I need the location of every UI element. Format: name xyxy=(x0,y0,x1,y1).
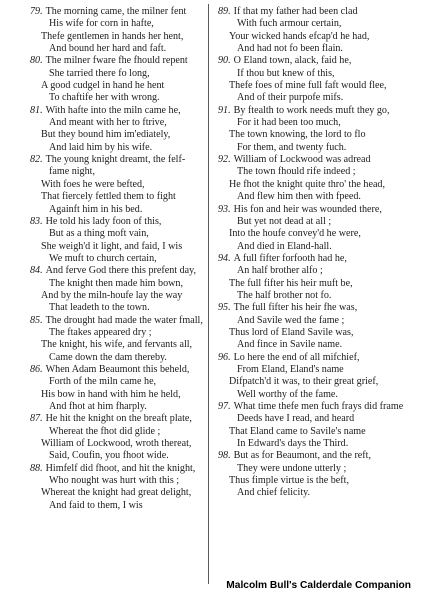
verse-text: The half brother not fo. xyxy=(237,289,332,301)
verse-line xyxy=(218,55,414,67)
verse-text: fame night, xyxy=(49,166,95,178)
source-caption: Malcolm Bull's Calderdale Companion xyxy=(226,580,411,591)
verse-text: And Savile wed the fame ; xyxy=(237,314,345,326)
verse-text: O Eland town, alack, faid he, xyxy=(233,55,352,67)
verse-text: The town knowing, the lord to flo xyxy=(229,129,366,141)
verse-line xyxy=(30,339,202,351)
verse-text: That leadeth to the town. xyxy=(49,302,150,314)
verse-line xyxy=(218,204,414,216)
verse-text: Well worthy of the fame. xyxy=(237,388,338,400)
verse-line xyxy=(30,241,202,253)
verse-text: If thou but knew of this, xyxy=(237,67,335,79)
verse-text: Thus lord of Eland Savile was, xyxy=(229,326,354,338)
verse-text: In Edward's days the Third. xyxy=(237,438,349,450)
verse-line xyxy=(218,31,414,43)
stanza-91 xyxy=(218,105,414,154)
verse-text: The drought had made the water fmall, xyxy=(45,314,203,326)
verse-line xyxy=(30,31,202,43)
verse-text: The young knight dreamt, the felf- xyxy=(45,154,186,166)
right-column xyxy=(218,6,414,500)
stanza-number: 98. xyxy=(218,450,231,462)
verse-line xyxy=(30,80,202,92)
verse-text: Said, Coufin, you fhoot wide. xyxy=(49,450,169,462)
verse-text: She weigh'd it light, and faid, I wis xyxy=(41,240,183,252)
verse-text: And fhot at him fharply. xyxy=(49,401,147,412)
verse-text: An half brother alfo ; xyxy=(237,265,323,277)
verse-text: That fiercely fettled them to fight xyxy=(41,191,176,203)
verse-line xyxy=(30,55,202,67)
verse-text: The morning came, the milner fent xyxy=(45,6,187,17)
verse-text: With fuch armour certain, xyxy=(237,18,342,30)
verse-text: And fince in Savile name. xyxy=(237,339,343,351)
verse-text: Lo here the end of all mifchief, xyxy=(233,351,360,363)
verse-text: And of their purpofe mifs. xyxy=(237,92,344,104)
verse-line xyxy=(218,265,414,277)
verse-line xyxy=(218,413,414,425)
verse-text: He fhot the knight quite thro' the head, xyxy=(229,178,385,190)
verse-line xyxy=(218,438,414,450)
verse-line xyxy=(30,117,202,129)
verse-line xyxy=(30,278,202,290)
stanza-number: 79. xyxy=(30,6,43,17)
verse-text: Whereat the fhot did glide ; xyxy=(49,425,161,437)
verse-line xyxy=(218,6,414,18)
verse-line xyxy=(30,179,202,191)
verse-text: But as for Beaumont, and the reft, xyxy=(233,450,371,462)
stanza-number: 80. xyxy=(30,55,43,67)
verse-text: Whereat the knight had great delight, xyxy=(41,487,192,499)
verse-line xyxy=(30,265,202,277)
verse-line xyxy=(218,339,414,351)
verse-line xyxy=(30,43,202,55)
stanza-97 xyxy=(218,401,414,450)
verse-line xyxy=(30,166,202,178)
verse-text: Came down the dam thereby. xyxy=(49,351,167,363)
verse-text: And died in Eland-hall. xyxy=(237,240,332,252)
verse-text: Into the houfe convey'd he were, xyxy=(229,228,361,240)
verse-line xyxy=(30,142,202,154)
verse-line xyxy=(218,401,414,413)
verse-text: Thus fimple virtue is the beft, xyxy=(229,475,349,487)
verse-line xyxy=(218,18,414,30)
verse-text: The full fifter his heir muft be, xyxy=(229,277,353,289)
verse-line xyxy=(30,487,202,499)
verse-text: Forth of the miln came he, xyxy=(49,376,157,388)
verse-line xyxy=(30,6,202,18)
stanza-93 xyxy=(218,204,414,253)
verse-text: William of Lockwood was adread xyxy=(233,154,371,166)
verse-text: Who nought was hurt with this ; xyxy=(49,475,180,487)
verse-text: Againft him in his bed. xyxy=(49,203,143,215)
verse-text: And flew him then with fpeed. xyxy=(237,191,361,203)
verse-line xyxy=(218,216,414,228)
stanza-79 xyxy=(30,6,202,55)
verse-text: The milner fware fhe fhould repent xyxy=(45,55,188,67)
stanza-number: 82. xyxy=(30,154,43,166)
verse-text: For it had been too much, xyxy=(237,117,341,129)
verse-text: The full fifter his heir fhe was, xyxy=(233,302,358,314)
verse-text: His fon and heir was wounded there, xyxy=(233,203,382,215)
verse-line xyxy=(30,191,202,203)
stanza-82 xyxy=(30,154,202,216)
verse-line xyxy=(30,129,202,141)
verse-text: And bound her hard and faft. xyxy=(49,43,167,55)
stanza-number: 83. xyxy=(30,215,43,227)
verse-line xyxy=(218,68,414,80)
verse-line xyxy=(218,278,414,290)
verse-line xyxy=(218,389,414,401)
verse-line xyxy=(30,315,202,327)
verse-text: Himfelf did fhoot, and hit the knight, xyxy=(45,462,196,474)
stanza-number: 93. xyxy=(218,203,231,215)
verse-text: For them, and twenty fuch. xyxy=(237,141,347,153)
verse-line xyxy=(218,166,414,178)
stanza-95 xyxy=(218,302,414,351)
stanza-88 xyxy=(30,463,202,512)
left-column xyxy=(30,6,202,512)
verse-line xyxy=(218,241,414,253)
verse-line xyxy=(218,117,414,129)
verse-text: Deeds have I read, and heard xyxy=(237,413,355,425)
verse-line xyxy=(30,463,202,475)
verse-line xyxy=(30,352,202,364)
verse-text: We muft to church certain, xyxy=(49,252,157,264)
verse-text: Your wicked hands efcap'd he had, xyxy=(229,30,370,42)
stanza-number: 85. xyxy=(30,314,43,326)
verse-line xyxy=(30,253,202,265)
verse-line xyxy=(218,327,414,339)
verse-line xyxy=(218,129,414,141)
stanza-90 xyxy=(218,55,414,104)
verse-line xyxy=(30,216,202,228)
verse-line xyxy=(30,105,202,117)
verse-text: And had not fo been flain. xyxy=(237,43,343,55)
stanza-number: 97. xyxy=(218,401,231,412)
verse-text: He told his lady foon of this, xyxy=(45,215,162,227)
verse-line xyxy=(218,376,414,388)
column-divider xyxy=(208,4,209,584)
verse-line xyxy=(218,302,414,314)
verse-line xyxy=(30,302,202,314)
verse-line xyxy=(30,327,202,339)
stanza-number: 81. xyxy=(30,104,43,116)
verse-text: The town fhould rife indeed ; xyxy=(237,166,356,178)
verse-text: He hit the knight on the breaft plate, xyxy=(45,413,192,425)
verse-text: That Eland came to Savile's name xyxy=(229,425,366,437)
verse-line xyxy=(30,290,202,302)
verse-line xyxy=(218,142,414,154)
stanza-number: 86. xyxy=(30,363,43,375)
stanza-number: 91. xyxy=(218,104,231,116)
verse-line xyxy=(218,426,414,438)
verse-text: And ferve God there this prefent day, xyxy=(45,265,197,277)
stanza-number: 88. xyxy=(30,462,43,474)
verse-line xyxy=(218,92,414,104)
verse-line xyxy=(218,154,414,166)
verse-text: Thefe gentlemen in hands her hent, xyxy=(41,30,184,42)
verse-line xyxy=(30,204,202,216)
stanza-96 xyxy=(218,352,414,401)
verse-line xyxy=(30,364,202,376)
stanza-number: 96. xyxy=(218,351,231,363)
verse-line xyxy=(218,228,414,240)
verse-text: With hafte into the miln came he, xyxy=(45,104,181,116)
verse-line xyxy=(30,228,202,240)
verse-line xyxy=(218,179,414,191)
verse-line xyxy=(30,413,202,425)
stanza-84 xyxy=(30,265,202,314)
verse-line xyxy=(218,290,414,302)
stanza-98 xyxy=(218,450,414,499)
verse-line xyxy=(218,105,414,117)
verse-line xyxy=(218,352,414,364)
verse-text: What time thefe men fuch frays did frame xyxy=(233,401,404,412)
stanza-number: 90. xyxy=(218,55,231,67)
verse-text: And meant with her to ftrive, xyxy=(49,117,167,129)
verse-text: Difpatch'd it was, to their great grief, xyxy=(229,376,379,388)
verse-text: But as a thing moft vain, xyxy=(49,228,149,240)
verse-line xyxy=(218,253,414,265)
verse-text: His wife for corn in hafte, xyxy=(49,18,154,30)
stanza-number: 95. xyxy=(218,302,231,314)
verse-line xyxy=(218,463,414,475)
verse-line xyxy=(218,364,414,376)
verse-line xyxy=(30,376,202,388)
verse-text: From Eland, Eland's name xyxy=(237,363,344,375)
verse-line xyxy=(30,389,202,401)
stanza-number: 94. xyxy=(218,252,231,264)
verse-line xyxy=(218,450,414,462)
verse-line xyxy=(30,154,202,166)
stanza-94 xyxy=(218,253,414,302)
stanza-number: 87. xyxy=(30,413,43,425)
verse-line xyxy=(218,315,414,327)
verse-text: And faid to them, I wis xyxy=(49,499,143,511)
stanza-89 xyxy=(218,6,414,55)
verse-text: His bow in hand with him he held, xyxy=(41,388,181,400)
stanza-85 xyxy=(30,315,202,364)
stanza-92 xyxy=(218,154,414,203)
verse-text: The knight then made him bown, xyxy=(49,277,183,289)
verse-line xyxy=(30,68,202,80)
verse-text: William of Lockwood, wroth thereat, xyxy=(41,438,192,450)
stanza-number: 92. xyxy=(218,154,231,166)
verse-line xyxy=(218,191,414,203)
verse-line xyxy=(30,92,202,104)
verse-text: And chief felicity. xyxy=(237,487,311,499)
stanza-87 xyxy=(30,413,202,462)
stanza-80 xyxy=(30,55,202,104)
verse-text: With foes he were befted, xyxy=(41,178,145,190)
verse-line xyxy=(30,500,202,512)
verse-line xyxy=(218,43,414,55)
verse-text: She tarried there fo long, xyxy=(49,67,150,79)
verse-text: But they bound him im'ediately, xyxy=(41,129,171,141)
verse-text: A full fifter forfooth had he, xyxy=(233,252,347,264)
verse-line xyxy=(30,475,202,487)
stanza-81 xyxy=(30,105,202,154)
stanza-86 xyxy=(30,364,202,413)
verse-line xyxy=(30,450,202,462)
verse-text: And laid him by his wife. xyxy=(49,141,153,153)
verse-text: The knight, his wife, and fervants all, xyxy=(41,339,193,351)
verse-line xyxy=(30,426,202,438)
verse-line xyxy=(218,80,414,92)
verse-text: Thefe foes of mine full faft would flee, xyxy=(229,80,387,92)
verse-text: If that my father had been clad xyxy=(233,6,358,17)
stanza-number: 89. xyxy=(218,6,231,17)
stanza-number: 84. xyxy=(30,265,43,277)
verse-text: When Adam Beaumont this beheld, xyxy=(45,363,190,375)
verse-text: But yet not dead at all ; xyxy=(237,215,332,227)
verse-text: They were undone utterly ; xyxy=(237,462,347,474)
verse-line xyxy=(30,401,202,413)
verse-line xyxy=(218,487,414,499)
verse-text: A good cudgel in hand he hent xyxy=(41,80,165,92)
verse-line xyxy=(30,18,202,30)
verse-line xyxy=(218,475,414,487)
verse-line xyxy=(30,438,202,450)
stanza-83 xyxy=(30,216,202,265)
verse-text: And by the miln-houfe lay the way xyxy=(41,289,183,301)
verse-text: To chaftife her with wrong. xyxy=(49,92,160,104)
verse-text: The ftakes appeared dry ; xyxy=(49,326,152,338)
verse-text: By ftealth to work needs muft they go, xyxy=(233,104,390,116)
